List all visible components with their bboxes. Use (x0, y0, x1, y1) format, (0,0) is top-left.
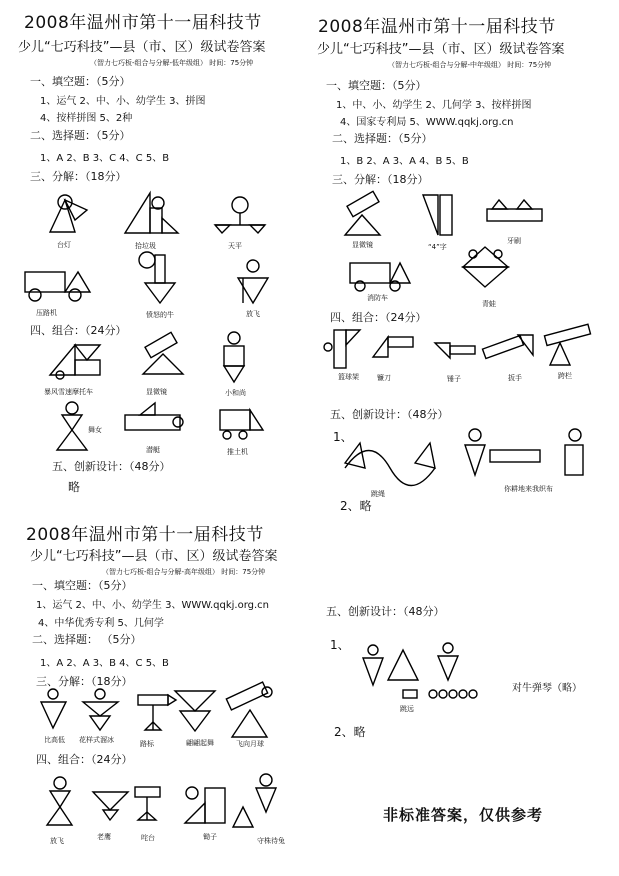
mid-s5-heading: 五、创新设计：（48分） (330, 408, 449, 421)
tangram-figure (88, 782, 133, 822)
low-s3-heading: 三、分解：（18分） (30, 170, 127, 183)
caption: 飞向月球 (236, 740, 264, 748)
tangram-figure (540, 325, 595, 370)
tangram-figure (45, 340, 105, 380)
tangram-figure (170, 686, 220, 736)
high-s5-num2: 2、略 (334, 725, 366, 739)
low-s5-answer: 略 (68, 480, 81, 494)
tangram-figure (120, 400, 185, 435)
disclaimer: 非标准答案，仅供参考 (383, 806, 544, 824)
high-s1-line1: 1、运气 2、中、小、幼学生 3、WWW.qqkj.org.cn (36, 600, 269, 611)
caption: 压路机 (36, 309, 57, 317)
caption: 愤怒的牛 (146, 311, 174, 319)
caption: 暴风雪速摩托车 (44, 388, 93, 396)
tangram-figure (36, 688, 71, 733)
tangram-figure (460, 425, 590, 485)
tangram-figure (52, 400, 92, 455)
caption: 牙刷 (507, 237, 521, 245)
caption: 老鹰 (97, 833, 111, 841)
mid-s4-heading: 四、组合：（24分） (330, 311, 427, 324)
caption: 潜艇 (146, 446, 160, 454)
low-note: （智力七巧板-组合与分解-低年级组） 时间：75分钟 (90, 59, 254, 67)
caption: 天平 (228, 242, 242, 250)
tangram-figure (215, 395, 265, 440)
caption: 放飞 (50, 837, 64, 845)
tangram-figure (430, 338, 480, 363)
high-s1-line2: 4、中华优秀专利 5、几何学 (38, 618, 164, 629)
tangram-figure (130, 782, 165, 827)
mid-s2-heading: 二、选择题：（5分） (332, 132, 433, 145)
low-s1-line1: 1、运气 2、中、小、幼学生 3、拼图 (40, 96, 206, 107)
caption: 青蛙 (482, 300, 496, 308)
caption: 推土机 (227, 448, 248, 456)
high-subtitle: 少儿“七巧科技”—县（市、区）级试卷答案 (30, 549, 278, 564)
tangram-figure (120, 188, 180, 238)
high-s3-heading: 三、分解：（18分） (36, 675, 133, 688)
caption: 咤台 (141, 834, 155, 842)
tangram-figure (42, 775, 77, 830)
low-s1-line2: 4、按样拼图 5、2种 (40, 113, 133, 124)
high-s5-heading: 五、创新设计：（48分） (326, 605, 445, 618)
caption: 台灯 (57, 241, 71, 249)
tangram-figure (222, 682, 282, 742)
high-s2-line1: 1、A 2、A 3、B 4、C 5、B (40, 658, 169, 669)
caption: 消防车 (367, 294, 388, 302)
caption: 镰刀 (377, 374, 391, 382)
tangram-figure (78, 688, 123, 733)
mid-s1-line2: 4、国家专利局 5、WWW.qqkj.org.cn (340, 117, 514, 128)
low-s2-heading: 二、选择题：（5分） (30, 129, 131, 142)
caption: 跳绳 (371, 490, 385, 498)
caption: 放飞 (246, 310, 260, 318)
caption: 比高低 (44, 736, 65, 744)
high-note: （智力七巧板-组合与分解-高年级组） 时间：75分钟 (102, 568, 266, 576)
mid-title: 2008年温州市第十一届科技节 (318, 17, 556, 37)
tangram-figure (180, 778, 230, 828)
mid-note: （智力七巧板-组合与分解-中年级组） 时间：75分钟 (388, 61, 552, 69)
tangram-figure (233, 258, 273, 306)
tangram-figure (368, 332, 418, 362)
tangram-figure (210, 195, 270, 235)
high-s5-caption2: 对牛弹琴（略） (512, 683, 582, 694)
caption: 扳手 (508, 374, 522, 382)
tangram-figure (218, 330, 253, 385)
caption: 显微镜 (352, 241, 373, 249)
low-subtitle: 少儿“七巧科技”—县（市、区）级试卷答案 (18, 40, 266, 55)
high-title: 2008年温州市第十一届科技节 (26, 525, 264, 545)
caption: 翩翩起舞 (186, 739, 214, 747)
tangram-figure (358, 640, 488, 700)
tangram-figure (322, 325, 362, 370)
tangram-figure (418, 190, 458, 240)
low-s2-line1: 1、A 2、B 3、C 4、C 5、B (40, 153, 170, 164)
caption: 守株待兔 (257, 837, 285, 845)
tangram-figure (20, 262, 95, 302)
caption: 路标 (140, 740, 154, 748)
high-s5-num1: 1、 (330, 638, 350, 652)
mid-subtitle: 少儿“七巧科技”—县（市、区）级试卷答案 (317, 42, 565, 57)
tangram-figure (228, 772, 288, 832)
tangram-figure (458, 242, 513, 292)
caption: 跨栏 (558, 372, 572, 380)
caption: 花样式溜冰 (79, 736, 114, 744)
mid-s1-line1: 1、中、小、幼学生 2、几何学 3、按样拼图 (336, 100, 532, 111)
caption: 锤子 (447, 375, 461, 383)
caption: 篮球架 (338, 373, 359, 381)
high-s1-heading: 一、填空题：（5分） (32, 579, 133, 592)
mid-s2-line1: 1、B 2、A 3、A 4、B 5、B (340, 156, 469, 167)
tangram-figure (482, 197, 552, 227)
caption: 锄子 (203, 833, 217, 841)
mid-s1-heading: 一、填空题：（5分） (326, 79, 427, 92)
caption: 显微镜 (146, 388, 167, 396)
tangram-figure (45, 190, 95, 235)
caption: 舞女 (88, 426, 102, 434)
caption: 小和尚 (225, 389, 246, 397)
low-s1-heading: 一、填空题：（5分） (30, 75, 131, 88)
low-s5-heading: 五、创新设计：（48分） (52, 460, 171, 473)
high-s4-heading: 四、组合：（24分） (36, 753, 133, 766)
high-s2-heading: 二、选择题： （5分） (32, 633, 142, 646)
mid-s5-num2: 2、略 (340, 499, 372, 513)
tangram-figure (135, 250, 185, 305)
caption: 跳远 (400, 705, 414, 713)
caption: 拾垃圾 (135, 242, 156, 250)
caption: 你耕地来我织布 (504, 485, 553, 493)
tangram-figure (345, 253, 415, 293)
caption: “4”字 (428, 243, 447, 251)
mid-s5-num1: 1、 (333, 430, 353, 444)
low-s4-heading: 四、组合：（24分） (30, 324, 127, 337)
low-title: 2008年温州市第十一届科技节 (24, 13, 262, 33)
tangram-figure (340, 428, 440, 488)
mid-s3-heading: 三、分解：（18分） (332, 173, 429, 186)
tangram-figure (138, 334, 188, 379)
tangram-figure (340, 193, 385, 238)
tangram-figure (478, 330, 538, 365)
